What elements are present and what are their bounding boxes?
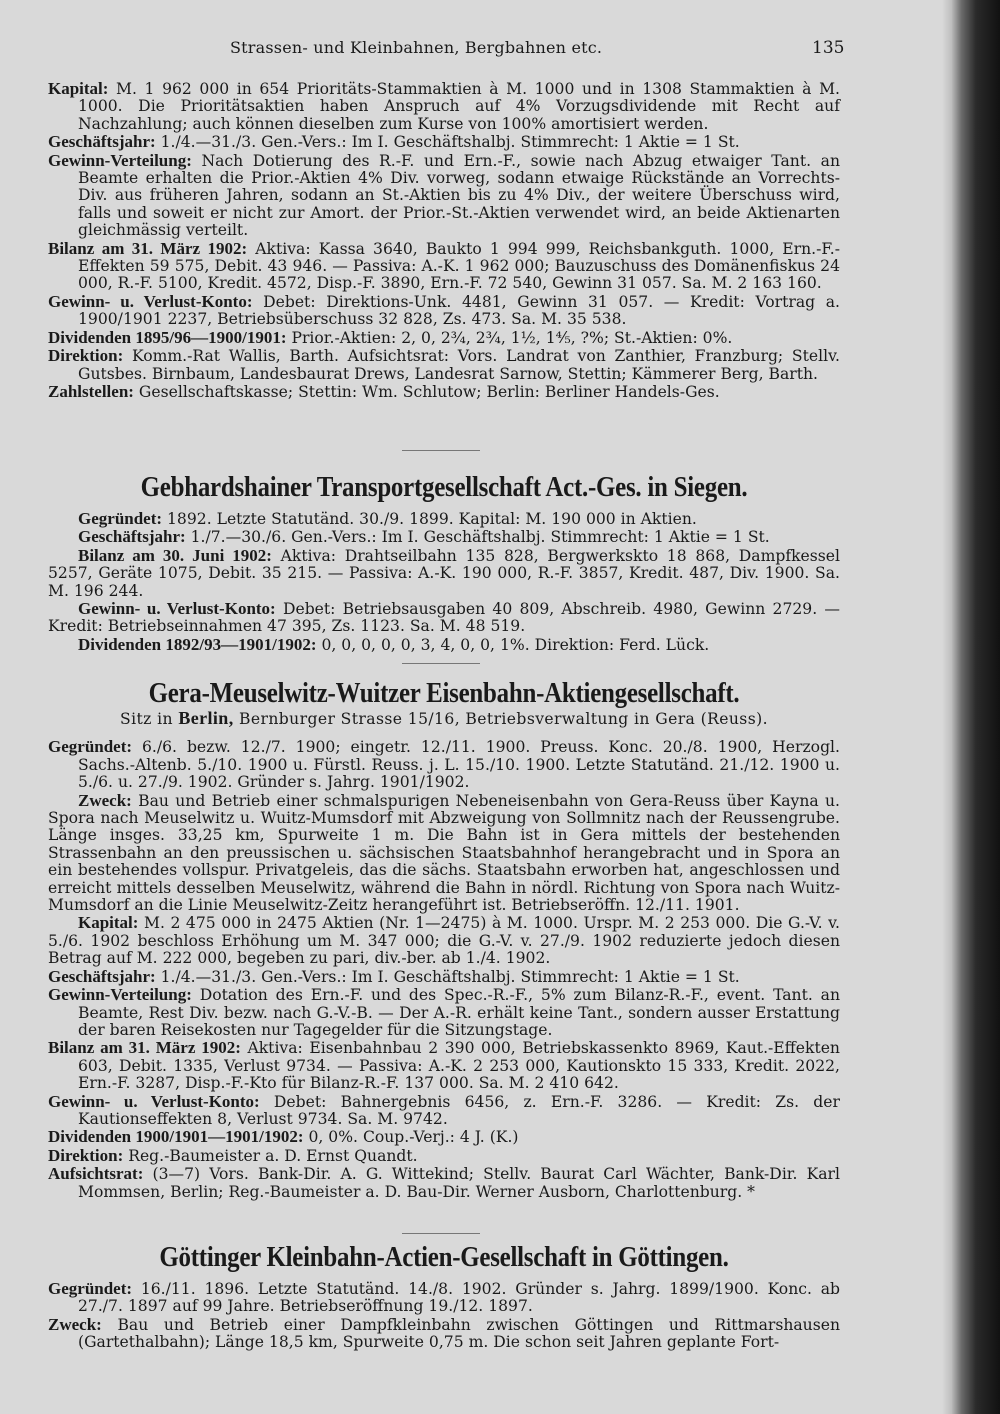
paragraph-label: Gegründet:: [48, 737, 133, 757]
entry-paragraph: [48, 968, 840, 986]
paragraph-text: Dotation des Ern.-F. und des Spec.-R.-F., 5% zum Bilanz-R.-F., event. Tant. an Beamte, Rest Div. bezw. nach G.-V.-B. — Der A.-R. erhält keine Tant., sondern ausser Erstattung der baren Reisekosten nur Tagegelder für die Sitzungstage.: [78, 986, 840, 1039]
paragraph-label: Kapital:: [48, 79, 109, 98]
paragraph-text: 0, 0%. Coup.-Verj.: 4 J. (K.): [303, 1128, 519, 1147]
entry-paragraph: [48, 1128, 840, 1146]
paragraph-label: Direktion:: [48, 346, 124, 366]
address-part: Bernburger Strasse 15/16, Betriebsverwaltung in Gera (Reuss).: [233, 710, 768, 728]
entry-paragraph: [48, 1316, 840, 1352]
paragraph-text: 1892. Letzte Statutänd. 30./9. 1899. Kapital: M. 190 000 in Aktien.: [162, 510, 697, 528]
paragraph-text: Debet: Bahnergebnis 6456, z. Ern.-F. 3286. — Kredit: Zs. der Kautionseffekten 8, Verlust 9734. Sa. M. 9742.: [78, 1092, 840, 1128]
paragraph-text: Reg.-Baumeister a. D. Ernst Quandt.: [123, 1146, 418, 1165]
entry-paragraph: [48, 240, 840, 293]
section-divider: [402, 450, 480, 451]
running-title: Strassen- und Kleinbahnen, Bergbahnen etc.: [230, 38, 603, 57]
paragraph-label: Bilanz am 31. März 1902:: [48, 238, 248, 258]
entry-paragraph: [48, 1093, 840, 1129]
paragraph-text: Nach Dotierung des R.-F. und Ern.-F., sowie nach Abzug etwaiger Tant. an Beamte erhalten die Prior.-Aktien 4% Div. vorweg, sodann etwaige Rückstände an Vorrechts-Div. aus früheren Jahren, sodann an St.-Aktien bis zu 4% Div., der weitere Überschuss wird, falls und soweit er nicht zur Amort. der Prior.-St.-Aktien verwendet wird, an beide Aktienarten gleichmässig verteilt.: [78, 151, 840, 240]
paragraph-label: Gegründet:: [48, 1279, 133, 1298]
paragraph-text: Debet: Direktions-Unk. 4481, Gewinn 31 057. — Kredit: Vortrag a. 1900/1901 2237, Betriebsüberschuss 32 828, Zs. 473. Sa. M. 35 538.: [78, 292, 840, 329]
paragraph-label: Kapital:: [78, 913, 139, 933]
entry-paragraph: [48, 547, 840, 600]
entry-paragraph: [48, 347, 840, 383]
company-title: Gera-Meuselwitz-Wuitzer Eisenbahn-Aktiengesellschaft.: [148, 677, 740, 709]
paragraph-label: Direktion:: [48, 1145, 124, 1165]
paragraph-text: Gesellschaftskasse; Stettin: Wm. Schlutow; Berlin: Berliner Handels-Ges.: [133, 382, 720, 401]
paragraph-text: Aktiva: Eisenbahnbau 2 390 000, Betriebskassenkto 8969, Kaut.-Effekten 603, Debit. 1335, Verlust 9734. — Passiva: A.-K. 2 253 000, Kautionskto 15 333, Kredit. 2022, Ern.-F. 3287, Disp.-F.-Kto für Bilanz-R.-F. 137 000. Sa. M. 2 410 642.: [78, 1039, 840, 1093]
paragraph-text: 1./4.—31./3. Gen.-Vers.: Im I. Geschäftshalbj. Stimmrecht: 1 Aktie = 1 St.: [155, 967, 740, 986]
paragraph-label: Dividenden 1900/1901—1901/1902:: [48, 1127, 304, 1147]
paragraph-text: Bau und Betrieb einer schmalspurigen Nebeneisenbahn von Gera-Reuss über Kayna u. Spora nach Meuselwitz u. Wuitz-Mumsdorf mit Abzweigung von Sollmnitz nach der Reussengrube. Länge insges. 33,25 km, Spurweite 1 m. Die Bahn ist in Gera mittels der bestehenden Strassenbahn an den preussischen u. sächsischen Staatsbahnhof herangebracht und in Spora an ein bestehendes vollspur. Privatgeleis, das die sächs. Staatsbahn erworben hat, angeschlossen und erreicht mittels desselben Meuselwitz, während die Bahn in nördl. Richtung von Spora nach Wuitz-Mumsdorf an die Linie Meuselwitz-Zeitz herangeführt ist. Betriebseröffn. 12./11. 1901.: [48, 791, 840, 915]
entry-paragraph: [48, 914, 840, 967]
paragraph-label: Gewinn-Verteilung:: [48, 150, 192, 170]
paragraph-label: Geschäftsjahr:: [48, 966, 156, 986]
paragraph-label: Gewinn- u. Verlust-Konto:: [48, 1091, 260, 1111]
paragraph-text: 6./6. bezw. 12./7. 1900; eingetr. 12./11. 1900. Preuss. Konc. 20./8. 1900, Herzogl. Sachs.-Altenb. 5./10. 1900 u. Fürstl. Reuss. j. L. 15./10. 1900. Letzte Statutänd. 21./12. 1900 u. 5./6. u. 27./9. 1902. Gründer s. Jahrg. 1901/1902.: [78, 738, 840, 792]
company-title: Gebhardshainer Transportgesellschaft Act.-Ges. in Siegen.: [140, 471, 748, 503]
paragraph-text: 1./4.—31./3. Gen.-Vers.: Im I. Geschäftshalbj. Stimmrecht: 1 Aktie = 1 St.: [155, 133, 740, 152]
paragraph-label: Gewinn-Verteilung:: [48, 985, 192, 1005]
paragraph-label: Dividenden 1895/96—1900/1901:: [48, 327, 287, 347]
page-shadow: [942, 0, 952, 1414]
paragraph-label: Gewinn- u. Verlust-Konto:: [48, 291, 253, 311]
entry-paragraph: [48, 792, 840, 915]
paragraph-text: 16./11. 1896. Letzte Statutänd. 14./8. 1902. Gründer s. Jahrg. 1899/1900. Konc. ab 27./7. 1897 auf 99 Jahre. Betriebseröffnung 19./12. 1897.: [78, 1280, 840, 1316]
paragraph-label: Bilanz am 30. Juni 1902:: [78, 545, 272, 565]
company-address: [48, 710, 840, 728]
paragraph-text: Aktiva: Kassa 3640, Baukto 1 994 999, Reichsbankguth. 1000, Ern.-F.-Effekten 59 575, Debit. 43 946. — Passiva: A.-K. 1 962 000; Bauzuschuss des Domänenfiskus 24 000, R.-F. 5100, Kredit. 4572, Disp.-F. 3890, Ern.-F. 72 540, Gewinn 31 057. Sa. M. 2 163 160.: [78, 239, 840, 293]
entry-paragraph: [48, 383, 840, 401]
entry-paragraph: [48, 133, 840, 151]
paragraph-label: Zweck:: [48, 1314, 102, 1334]
paragraph-text: 1./7.—30./6. Gen.-Vers.: Im I. Geschäftshalbj. Stimmrecht: 1 Aktie = 1 St.: [185, 528, 770, 547]
paragraph-label: Dividenden 1892/93—1901/1902:: [78, 634, 317, 654]
book-binding-edge: [952, 0, 1000, 1414]
entry-paragraph: [48, 738, 840, 791]
paragraph-label: Zweck:: [78, 790, 132, 810]
paragraph-text: Komm.-Rat Wallis, Barth. Aufsichtsrat: Vors. Landrat von Zanthier, Franzburg; Stellv. Gutsbes. Birnbaum, Landesbaurat Drews, Landesrat Sarnow, Stettin; Kämmerer Berg, Barth.: [78, 347, 840, 383]
paragraph-text: Aktiva: Drahtseilbahn 135 828, Bergwerkskto 18 868, Dampfkessel 5257, Geräte 1075, Debit. 35 215. — Passiva: A.-K. 190 000, R.-F. 3857, Kredit. 487, Div. 1900. Sa. M. 196 244.: [48, 546, 841, 600]
address-part: Berlin,: [178, 708, 234, 728]
entry-paragraph: [48, 636, 840, 654]
paragraph-text: (3—7) Vors. Bank-Dir. A. G. Wittekind; Stellv. Baurat Carl Wächter, Bank-Dir. Karl Mommsen, Berlin; Reg.-Baumeister a. D. Bau-Dir. Werner Ausborn, Charlottenburg. *: [78, 1165, 840, 1201]
paragraph-label: Gegründet:: [78, 509, 163, 528]
paragraph-label: Aufsichtsrat:: [48, 1164, 144, 1184]
entry-paragraph: [48, 510, 840, 528]
entry-paragraph: [48, 80, 840, 133]
section-divider: [402, 1233, 480, 1234]
paragraph-text: Prior.-Aktien: 2, 0, 2¾, 2¾, 1½, 1⅘, ?%; St.-Aktien: 0%.: [286, 328, 733, 347]
paragraph-text: M. 1 962 000 in 654 Prioritäts-Stammaktien à M. 1000 und in 1308 Stammaktien à M. 1000. Die Prioritätsaktien haben Anspruch auf 4% Vorzugsdividende mit Recht auf Nachzahlung; auch können dieselben zum Kurse von 100% amortisiert werden.: [78, 80, 840, 133]
paragraph-text: Debet: Betriebsausgaben 40 809, Abschreib. 4980, Gewinn 2729. — Kredit: Betriebseinnahmen 47 395, Zs. 1123. Sa. M. 48 519.: [48, 600, 840, 636]
paragraph-text: M. 2 475 000 in 2475 Aktien (Nr. 1—2475) à M. 1000. Urspr. M. 2 253 000. Die G.-V. v. 5./6. 1902 beschloss Erhöhung um M. 347 000; die G.-V. v. 27./9. 1902 reduzierte jedoch diesen Betrag auf M. 222 000, begeben zu pari, div.-ber. ab 1./4. 1902.: [48, 914, 840, 968]
entry-paragraph: [48, 600, 840, 636]
entry-paragraph: [48, 1039, 840, 1092]
paragraph-label: Bilanz am 31. März 1902:: [48, 1038, 241, 1058]
paragraph-label: Gewinn- u. Verlust-Konto:: [78, 599, 276, 619]
company-entry: [48, 470, 840, 654]
company-entry: [48, 80, 840, 401]
company-entry: [48, 1240, 840, 1352]
page-number: 135: [812, 38, 845, 58]
entry-paragraph: [48, 1280, 840, 1316]
entry-paragraph: [48, 1165, 840, 1201]
entry-paragraph: [48, 152, 840, 240]
paragraph-text: 0, 0, 0, 0, 0, 3, 4, 0, 0, 1%. Direktion: Ferd. Lück.: [316, 635, 710, 654]
entry-paragraph: [48, 986, 840, 1039]
paragraph-label: Zahlstellen:: [48, 381, 134, 401]
entry-paragraph: [48, 293, 840, 329]
company-title: Göttinger Kleinbahn-Actien-Gesellschaft in Göttingen.: [159, 1241, 729, 1273]
entry-paragraph: [48, 329, 840, 347]
entry-paragraph: [48, 528, 840, 546]
paragraph-text: Bau und Betrieb einer Dampfkleinbahn zwischen Göttingen und Rittmarshausen (Gartethalbahn); Länge 18,5 km, Spurweite 0,75 m. Die schon seit Jahren geplante Fort-: [78, 1315, 840, 1352]
company-entry: [48, 676, 840, 1201]
entry-paragraph: [48, 1147, 840, 1165]
paragraph-label: Geschäftsjahr:: [48, 132, 156, 152]
address-part: Sitz in: [120, 710, 179, 728]
paragraph-label: Geschäftsjahr:: [78, 527, 186, 547]
section-divider: [402, 663, 480, 664]
